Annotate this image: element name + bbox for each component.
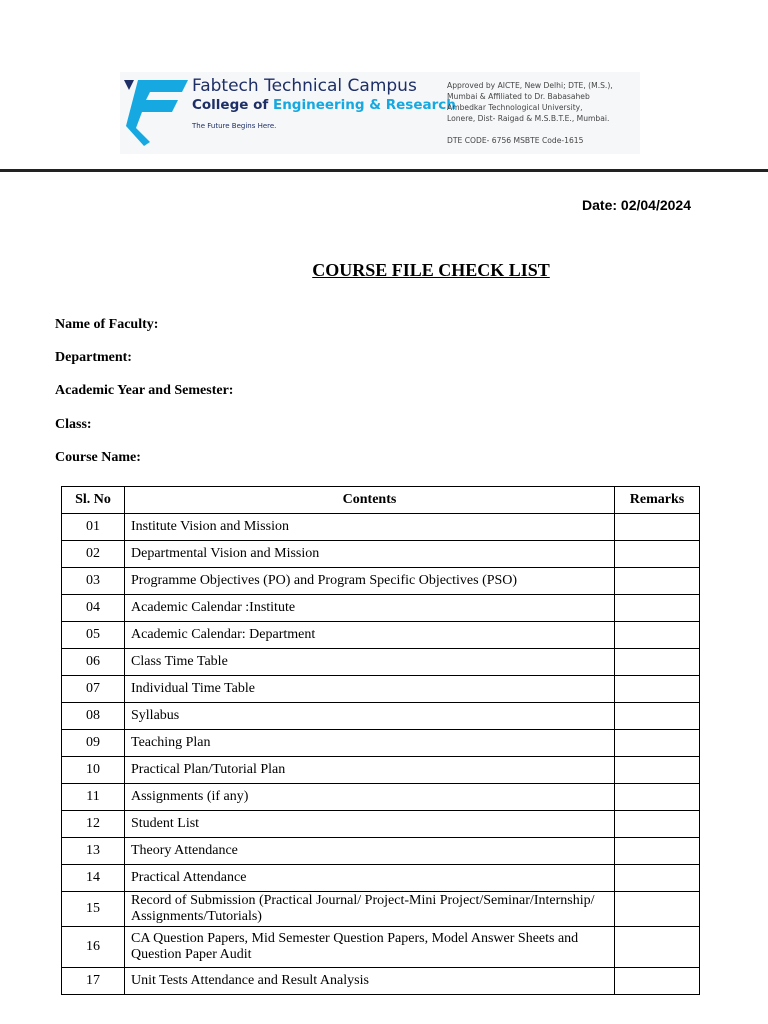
checklist-table bbox=[61, 486, 700, 995]
content-cell: Programme Objectives (PO) and Program Specific Objectives (PSO) bbox=[125, 568, 615, 595]
class-label: Class: bbox=[55, 417, 92, 432]
sl-no-cell: 06 bbox=[62, 649, 125, 676]
brand-sub-accent: Engineering & Research bbox=[272, 97, 456, 113]
sl-no-cell: 04 bbox=[62, 595, 125, 622]
content-cell: Individual Time Table bbox=[125, 676, 615, 703]
sl-no-cell: 11 bbox=[62, 784, 125, 811]
brand-subtitle bbox=[192, 97, 456, 113]
table-row bbox=[62, 676, 700, 703]
table-row bbox=[62, 703, 700, 730]
table-row bbox=[62, 968, 700, 995]
content-cell: Student List bbox=[125, 811, 615, 838]
approval-line: Ambedkar Technological University, bbox=[447, 103, 583, 112]
approval-line: Approved by AICTE, New Delhi; DTE, (M.S.), bbox=[447, 81, 613, 90]
content-cell: Departmental Vision and Mission bbox=[125, 541, 615, 568]
content-cell: Academic Calendar :Institute bbox=[125, 595, 615, 622]
sl-no-cell: 16 bbox=[62, 927, 125, 968]
sl-no-cell: 17 bbox=[62, 968, 125, 995]
brand-sub-prefix: College of bbox=[192, 97, 273, 113]
content-cell: Assignments (if any) bbox=[125, 784, 615, 811]
remarks-cell[interactable] bbox=[615, 865, 700, 892]
remarks-cell[interactable] bbox=[615, 927, 700, 968]
department-label: Department: bbox=[55, 350, 132, 365]
sl-no-cell: 14 bbox=[62, 865, 125, 892]
table-row bbox=[62, 811, 700, 838]
header-contents: Contents bbox=[125, 487, 615, 514]
remarks-cell[interactable] bbox=[615, 968, 700, 995]
table-row bbox=[62, 595, 700, 622]
content-cell: Unit Tests Attendance and Result Analysis bbox=[125, 968, 615, 995]
remarks-cell[interactable] bbox=[615, 676, 700, 703]
remarks-cell[interactable] bbox=[615, 811, 700, 838]
table-row bbox=[62, 865, 700, 892]
course-name-label: Course Name: bbox=[55, 450, 141, 465]
remarks-cell[interactable] bbox=[615, 892, 700, 927]
table-row bbox=[62, 730, 700, 757]
remarks-cell[interactable] bbox=[615, 541, 700, 568]
faculty-label: Name of Faculty: bbox=[55, 317, 159, 332]
sl-no-cell: 02 bbox=[62, 541, 125, 568]
table-row bbox=[62, 514, 700, 541]
content-cell: Theory Attendance bbox=[125, 838, 615, 865]
header-remarks: Remarks bbox=[615, 487, 700, 514]
sl-no-cell: 12 bbox=[62, 811, 125, 838]
header-sl-no: Sl. No bbox=[62, 487, 125, 514]
content-cell: Teaching Plan bbox=[125, 730, 615, 757]
table-row bbox=[62, 649, 700, 676]
institution-codes: DTE CODE- 6756 MSBTE Code-1615 bbox=[447, 136, 584, 145]
academic-year-label: Academic Year and Semester: bbox=[55, 383, 234, 398]
table-row bbox=[62, 541, 700, 568]
remarks-cell[interactable] bbox=[615, 649, 700, 676]
approval-text bbox=[447, 80, 642, 124]
content-cell: Institute Vision and Mission bbox=[125, 514, 615, 541]
content-cell: CA Question Papers, Mid Semester Question Papers, Model Answer Sheets and Question Paper Audit bbox=[125, 927, 615, 968]
remarks-cell[interactable] bbox=[615, 622, 700, 649]
sl-no-cell: 01 bbox=[62, 514, 125, 541]
sl-no-cell: 05 bbox=[62, 622, 125, 649]
document-date: Date: 02/04/2024 bbox=[582, 197, 691, 213]
table-row bbox=[62, 784, 700, 811]
remarks-cell[interactable] bbox=[615, 703, 700, 730]
table-row bbox=[62, 757, 700, 784]
remarks-cell[interactable] bbox=[615, 784, 700, 811]
table-row bbox=[62, 622, 700, 649]
content-cell: Practical Attendance bbox=[125, 865, 615, 892]
content-cell: Record of Submission (Practical Journal/ Project-Mini Project/Seminar/Internship/ Assignments/Tutorials) bbox=[125, 892, 615, 927]
brand-title: Fabtech Technical Campus bbox=[192, 76, 417, 96]
sl-no-cell: 07 bbox=[62, 676, 125, 703]
sl-no-cell: 08 bbox=[62, 703, 125, 730]
sl-no-cell: 09 bbox=[62, 730, 125, 757]
remarks-cell[interactable] bbox=[615, 595, 700, 622]
sl-no-cell: 10 bbox=[62, 757, 125, 784]
content-cell: Class Time Table bbox=[125, 649, 615, 676]
sl-no-cell: 03 bbox=[62, 568, 125, 595]
remarks-cell[interactable] bbox=[615, 730, 700, 757]
document-title: COURSE FILE CHECK LIST bbox=[312, 260, 550, 280]
table-row bbox=[62, 892, 700, 927]
header-divider bbox=[0, 169, 768, 172]
table-row bbox=[62, 838, 700, 865]
table-row bbox=[62, 927, 700, 968]
remarks-cell[interactable] bbox=[615, 514, 700, 541]
sl-no-cell: 13 bbox=[62, 838, 125, 865]
sl-no-cell: 15 bbox=[62, 892, 125, 927]
remarks-cell[interactable] bbox=[615, 568, 700, 595]
letterhead bbox=[0, 0, 768, 172]
fabtech-f-logo-icon bbox=[124, 76, 188, 148]
table-row bbox=[62, 568, 700, 595]
content-cell: Practical Plan/Tutorial Plan bbox=[125, 757, 615, 784]
approval-line: Mumbai & Affiliated to Dr. Babasaheb bbox=[447, 92, 590, 101]
table-header-row bbox=[62, 487, 700, 514]
approval-line: Lonere, Dist- Raigad & M.S.B.T.E., Mumbai. bbox=[447, 114, 610, 123]
content-cell: Syllabus bbox=[125, 703, 615, 730]
college-logo bbox=[120, 72, 640, 154]
remarks-cell[interactable] bbox=[615, 757, 700, 784]
remarks-cell[interactable] bbox=[615, 838, 700, 865]
content-cell: Academic Calendar: Department bbox=[125, 622, 615, 649]
brand-tagline: The Future Begins Here. bbox=[192, 122, 277, 130]
